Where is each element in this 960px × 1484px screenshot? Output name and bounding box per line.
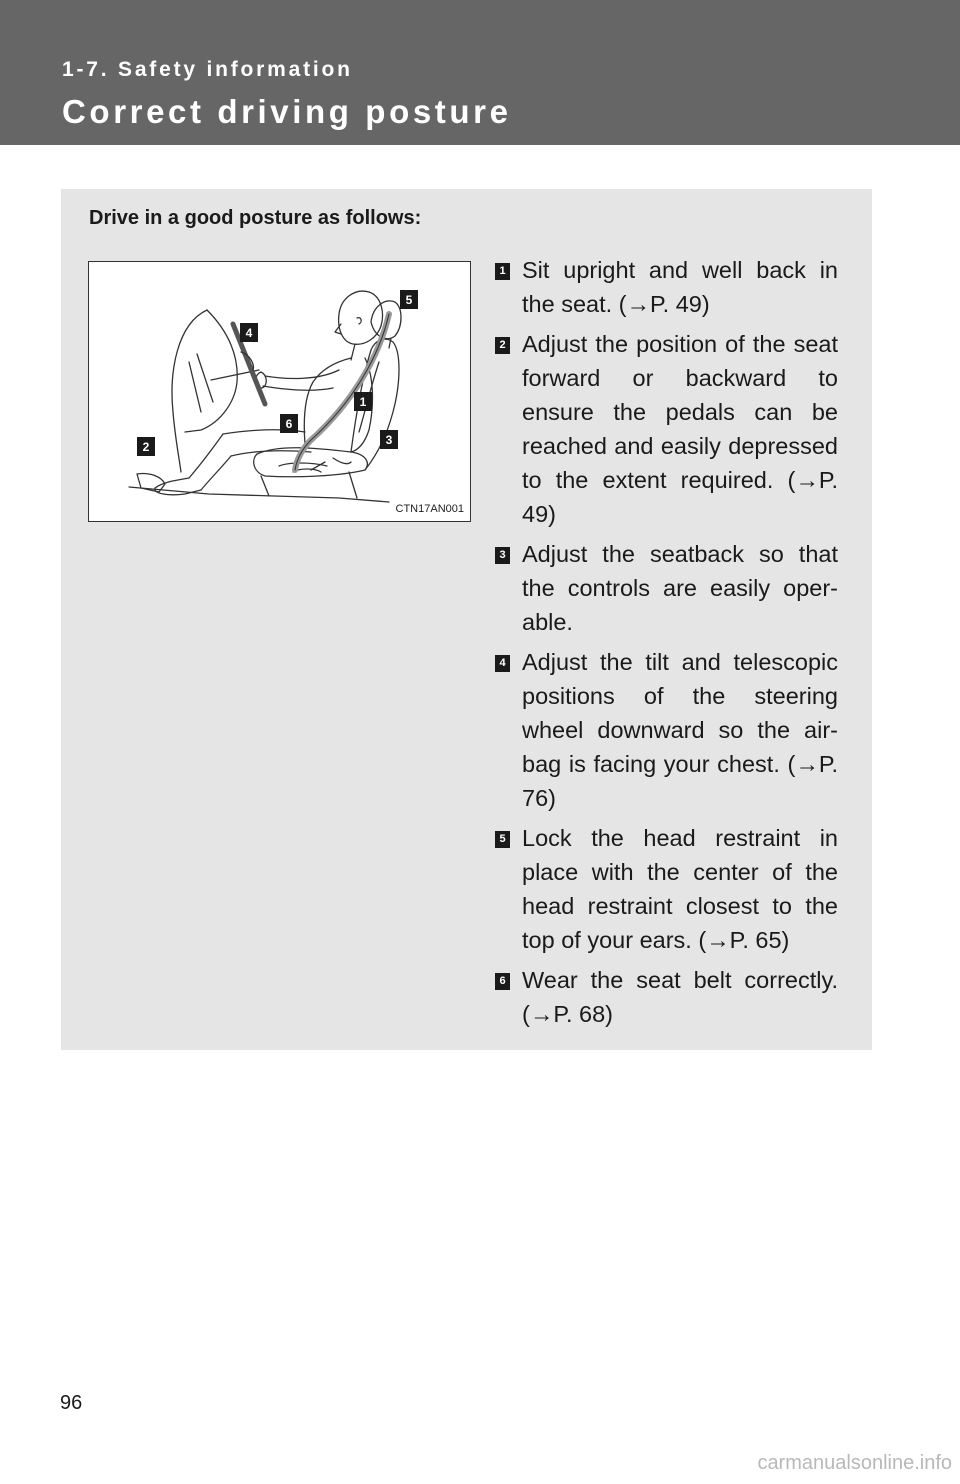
- watermark: carmanualsonline.info: [757, 1452, 952, 1474]
- step-marker-6: 6: [495, 973, 510, 990]
- svg-text:2: 2: [142, 440, 150, 454]
- callout-6: [280, 414, 298, 433]
- step-text: Adjust the tilt and telescopic positions of the steering wheel downward so the air-bag is facing your chest. (→P. 76): [522, 649, 838, 811]
- callout-5: [400, 290, 418, 309]
- callout-4: [240, 323, 258, 342]
- steps-list: [495, 253, 838, 1037]
- svg-text:5: 5: [405, 293, 413, 307]
- svg-text:4: 4: [245, 326, 253, 340]
- step-item: [495, 963, 838, 1031]
- step-item: [495, 537, 838, 639]
- step-marker-4: 4: [495, 655, 510, 672]
- step-text: Adjust the seatback so that the controls are easily oper-able.: [522, 541, 838, 635]
- step-item: [495, 645, 838, 815]
- intro-text: Drive in a good posture as follows:: [89, 207, 422, 229]
- section-label: 1-7. Safety information: [62, 58, 353, 81]
- figure-code: CTN17AN001: [395, 503, 464, 515]
- svg-text:3: 3: [385, 433, 393, 447]
- page-number: 96: [60, 1392, 83, 1414]
- step-item: [495, 821, 838, 957]
- svg-text:6: 6: [285, 417, 293, 431]
- step-marker-1: 1: [495, 263, 510, 280]
- callout-2: [137, 437, 155, 456]
- svg-text:1: 1: [359, 395, 367, 409]
- page-title: Correct driving posture: [62, 93, 512, 130]
- step-text: Adjust the position of the seat forward or backward to ensure the pedals can be reached and easily depressed to the extent required. (→P. 49): [522, 331, 838, 527]
- step-marker-5: 5: [495, 831, 510, 848]
- step-text: Sit upright and well back in the seat. (→P. 49): [522, 257, 838, 317]
- header-band: [0, 0, 960, 145]
- step-text: Wear the seat belt correctly. (→P. 68): [522, 967, 838, 1027]
- step-text: Lock the head restraint in place with the center of the head restraint closest to the top of your ears. (→P. 65): [522, 825, 838, 953]
- posture-illustration: [89, 262, 470, 521]
- driving-posture-figure: [88, 261, 471, 522]
- step-item: [495, 327, 838, 531]
- callout-3: [380, 430, 398, 449]
- callout-1: [354, 392, 372, 411]
- step-item: [495, 253, 838, 321]
- step-marker-3: 3: [495, 547, 510, 564]
- step-marker-2: 2: [495, 337, 510, 354]
